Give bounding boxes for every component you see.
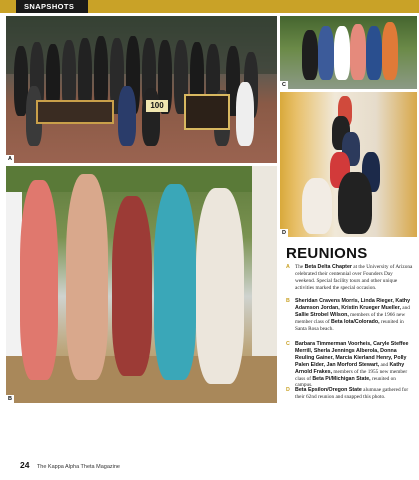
- person-teal-top: [154, 184, 196, 380]
- centennial-sign: 100: [146, 100, 168, 112]
- caption-d: D Beta Epsilon/Oregon State alumnae gathered for their 62nd reunion and snapped this photo.: [286, 387, 409, 400]
- photo-label: A: [6, 155, 14, 163]
- person-white-top: [196, 188, 244, 384]
- framed-certificate-right: [184, 94, 230, 130]
- photo-label: B: [6, 395, 14, 403]
- photo-label: C: [280, 81, 288, 89]
- page-number: 24: [20, 460, 30, 470]
- person-beige-top: [66, 174, 108, 380]
- photo-michigan-state-reunion: [280, 16, 417, 89]
- caption-letter: C: [286, 341, 290, 347]
- caption-letter: B: [286, 298, 290, 304]
- photo-oregon-state-reunion: [280, 92, 417, 237]
- photo-chapter-group: [6, 16, 277, 163]
- framed-certificate-left: [36, 100, 114, 124]
- caption-a: A The Beta Delta Chapter at the University of Arizona celebrated their centennial over Founders Day weekend. Special facility tours and other unique activities marked the special occasion.: [286, 264, 413, 291]
- person-red-top: [112, 196, 152, 376]
- page-footer: [20, 459, 120, 469]
- caption-b: B Sheridan Cravens Morris, Linda Rieger, Kathy Adamson Jordan, Kristin Krueger Mueller, and Sallie Strobel Wilson, members of the 1966 new member class of Beta Iota/Colorado, reunited in Santa Rosa beach.: [286, 298, 411, 332]
- page-title: REUNIONS: [286, 245, 368, 262]
- photo-label: D: [280, 229, 288, 237]
- caption-c: C Barbara Timmerman Voorheis, Caryle Steffee Merrill, Sherla Jennings Alberola, Donna Reuling Gainer, Marcia Kierland Henry, Polly Palen Elder, Jan Morford Stewart, and Kathy Arnold Frakes, members of the 1955 new member class of Beta Pi/Michigan State, reunited on campus.: [286, 341, 409, 389]
- photo-colorado-reunion: [6, 166, 277, 403]
- section-label: SNAPSHOTS: [16, 0, 88, 13]
- person-pink-top: [20, 180, 58, 380]
- caption-letter: D: [286, 387, 290, 393]
- caption-letter: A: [286, 264, 290, 270]
- magazine-name: The Kappa Alpha Theta Magazine: [36, 464, 120, 470]
